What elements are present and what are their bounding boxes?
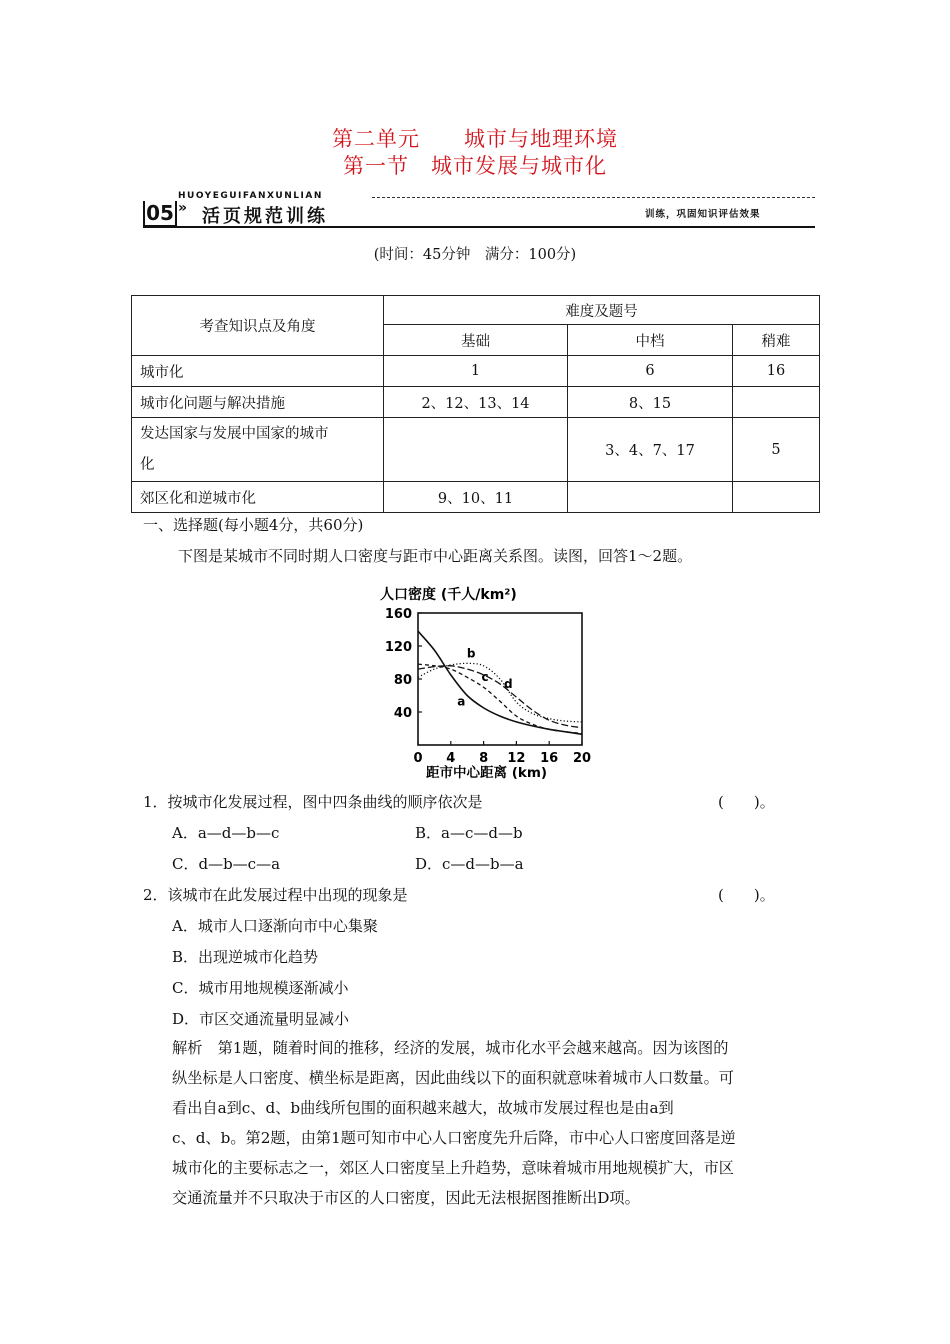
series-label-a: a (457, 694, 466, 709)
chevron-icon: » (178, 200, 188, 216)
x-tick-label: 8 (479, 751, 489, 766)
table-row (132, 482, 820, 513)
banner-dotted-rule (372, 197, 815, 198)
series-label-d: d (504, 676, 513, 691)
cell-hard: 5 (733, 418, 820, 482)
y-tick-label: 120 (384, 640, 412, 655)
q1-option-c[interactable]: C．d—b—c—a (172, 855, 281, 873)
q2-answer-blank: ( )。 (718, 886, 775, 904)
table-row (132, 356, 820, 387)
row-topic: 城市化问题与解决措施 (132, 387, 384, 418)
analysis-line: 城市化的主要标志之一，郊区人口密度呈上升趋势，意味着城市用地规模扩大，市区 (172, 1159, 734, 1177)
table-row (132, 387, 820, 418)
q2-stem: 2．该城市在此发展过程中出现的现象是 (143, 886, 408, 904)
series-line-b (418, 663, 582, 722)
y-tick-label: 160 (384, 607, 412, 622)
row-topic: 郊区化和逆城市化 (132, 482, 384, 513)
q2-option-b[interactable]: B．出现逆城市化趋势 (172, 948, 319, 966)
col-header-topic: 考查知识点及角度 (132, 296, 384, 356)
q2-option-c[interactable]: C．城市用地规模逐渐减小 (172, 979, 349, 997)
level-hard: 稍难 (733, 325, 820, 356)
q1-answer-blank: ( )。 (718, 793, 775, 811)
x-tick-label: 20 (572, 751, 592, 766)
q2-option-a[interactable]: A．城市人口逐渐向市中心集聚 (172, 917, 378, 935)
cell-mid: 8、15 (568, 387, 733, 418)
unit-title: 第二单元 城市与地理环境 (332, 127, 618, 151)
row-topic-line2: 化 (140, 456, 155, 473)
cell-mid: 6 (568, 356, 733, 387)
density-chart (370, 580, 600, 785)
knowledge-table (131, 295, 820, 513)
banner-slogan: 训练，巩固知识评估效果 (645, 209, 761, 220)
series-line-a (418, 631, 582, 734)
cell-mid: 3、4、7、17 (568, 418, 733, 482)
series-label-c: c (481, 669, 489, 684)
cell-basic (384, 418, 568, 482)
banner-pinyin: HUOYEGUIFANXUNLIAN (178, 191, 323, 201)
banner-title: 活页规范训练 (202, 206, 328, 227)
plot-frame (418, 613, 582, 745)
analysis (172, 1033, 812, 1213)
q1-stem: 1．按城市化发展过程，图中四条曲线的顺序依次是 (143, 793, 483, 811)
y-axis-label: 人口密度 (千人/km²) (380, 587, 517, 603)
y-tick-label: 40 (393, 706, 412, 721)
x-tick-label: 12 (507, 751, 526, 766)
q2-option-d[interactable]: D．市区交通流量明显减小 (172, 1010, 350, 1028)
cell-hard (733, 482, 820, 513)
analysis-line: 交通流量并不只取决于市区的人口密度，因此无法根据图推断出D项。 (172, 1189, 640, 1207)
cell-basic: 9、10、11 (384, 482, 568, 513)
x-tick-label: 0 (413, 751, 423, 766)
analysis-line: 解析 第1题，随着时间的推移，经济的发展，城市化水平会越来越高。因为该图的 (172, 1039, 729, 1057)
section-heading: 一、选择题(每小题4分，共60分) (143, 516, 364, 534)
cell-mid (568, 482, 733, 513)
banner-number-badge: 05 (143, 201, 177, 227)
q1-option-d[interactable]: D．c—d—b—a (415, 855, 524, 873)
row-topic-line1: 发达国家与发展中国家的城市 (140, 425, 329, 442)
level-basic: 基础 (384, 325, 568, 356)
section-title: 第一节 城市发展与城市化 (343, 154, 607, 178)
col-header-difficulty: 难度及题号 (384, 296, 820, 325)
x-axis-label: 距市中心距离 (km) (426, 765, 548, 781)
analysis-line: 纵坐标是人口密度、横坐标是距离，因此曲线以下的面积就意味着城市人口数量。可 (172, 1069, 734, 1087)
x-tick-label: 16 (540, 751, 559, 766)
row-topic (132, 418, 384, 482)
cell-basic: 1 (384, 356, 568, 387)
table-row (132, 418, 820, 482)
x-tick-label: 4 (446, 751, 456, 766)
cell-hard (733, 387, 820, 418)
q1-option-b[interactable]: B．a—c—d—b (415, 824, 523, 842)
series-label-b: b (466, 646, 476, 661)
series-line-d (418, 666, 582, 728)
q1-option-a[interactable]: A．a—d—b—c (172, 824, 280, 842)
cell-hard: 16 (733, 356, 820, 387)
y-tick-label: 80 (393, 673, 412, 688)
row-topic: 城市化 (132, 356, 384, 387)
analysis-line: c、d、b。第2题，由第1题可知市中心人口密度先升后降，市中心人口密度回落是逆 (172, 1129, 736, 1147)
time-score-note: (时间：45分钟 满分：100分) (373, 247, 577, 263)
analysis-line: 看出自a到c、d、b曲线所包围的面积越来越大，故城市发展过程也是由a到 (172, 1099, 674, 1117)
chart-intro: 下图是某城市不同时期人口密度与距市中心距离关系图。读图，回答1～2题。 (178, 547, 693, 565)
cell-basic: 2、12、13、14 (384, 387, 568, 418)
level-mid: 中档 (568, 325, 733, 356)
